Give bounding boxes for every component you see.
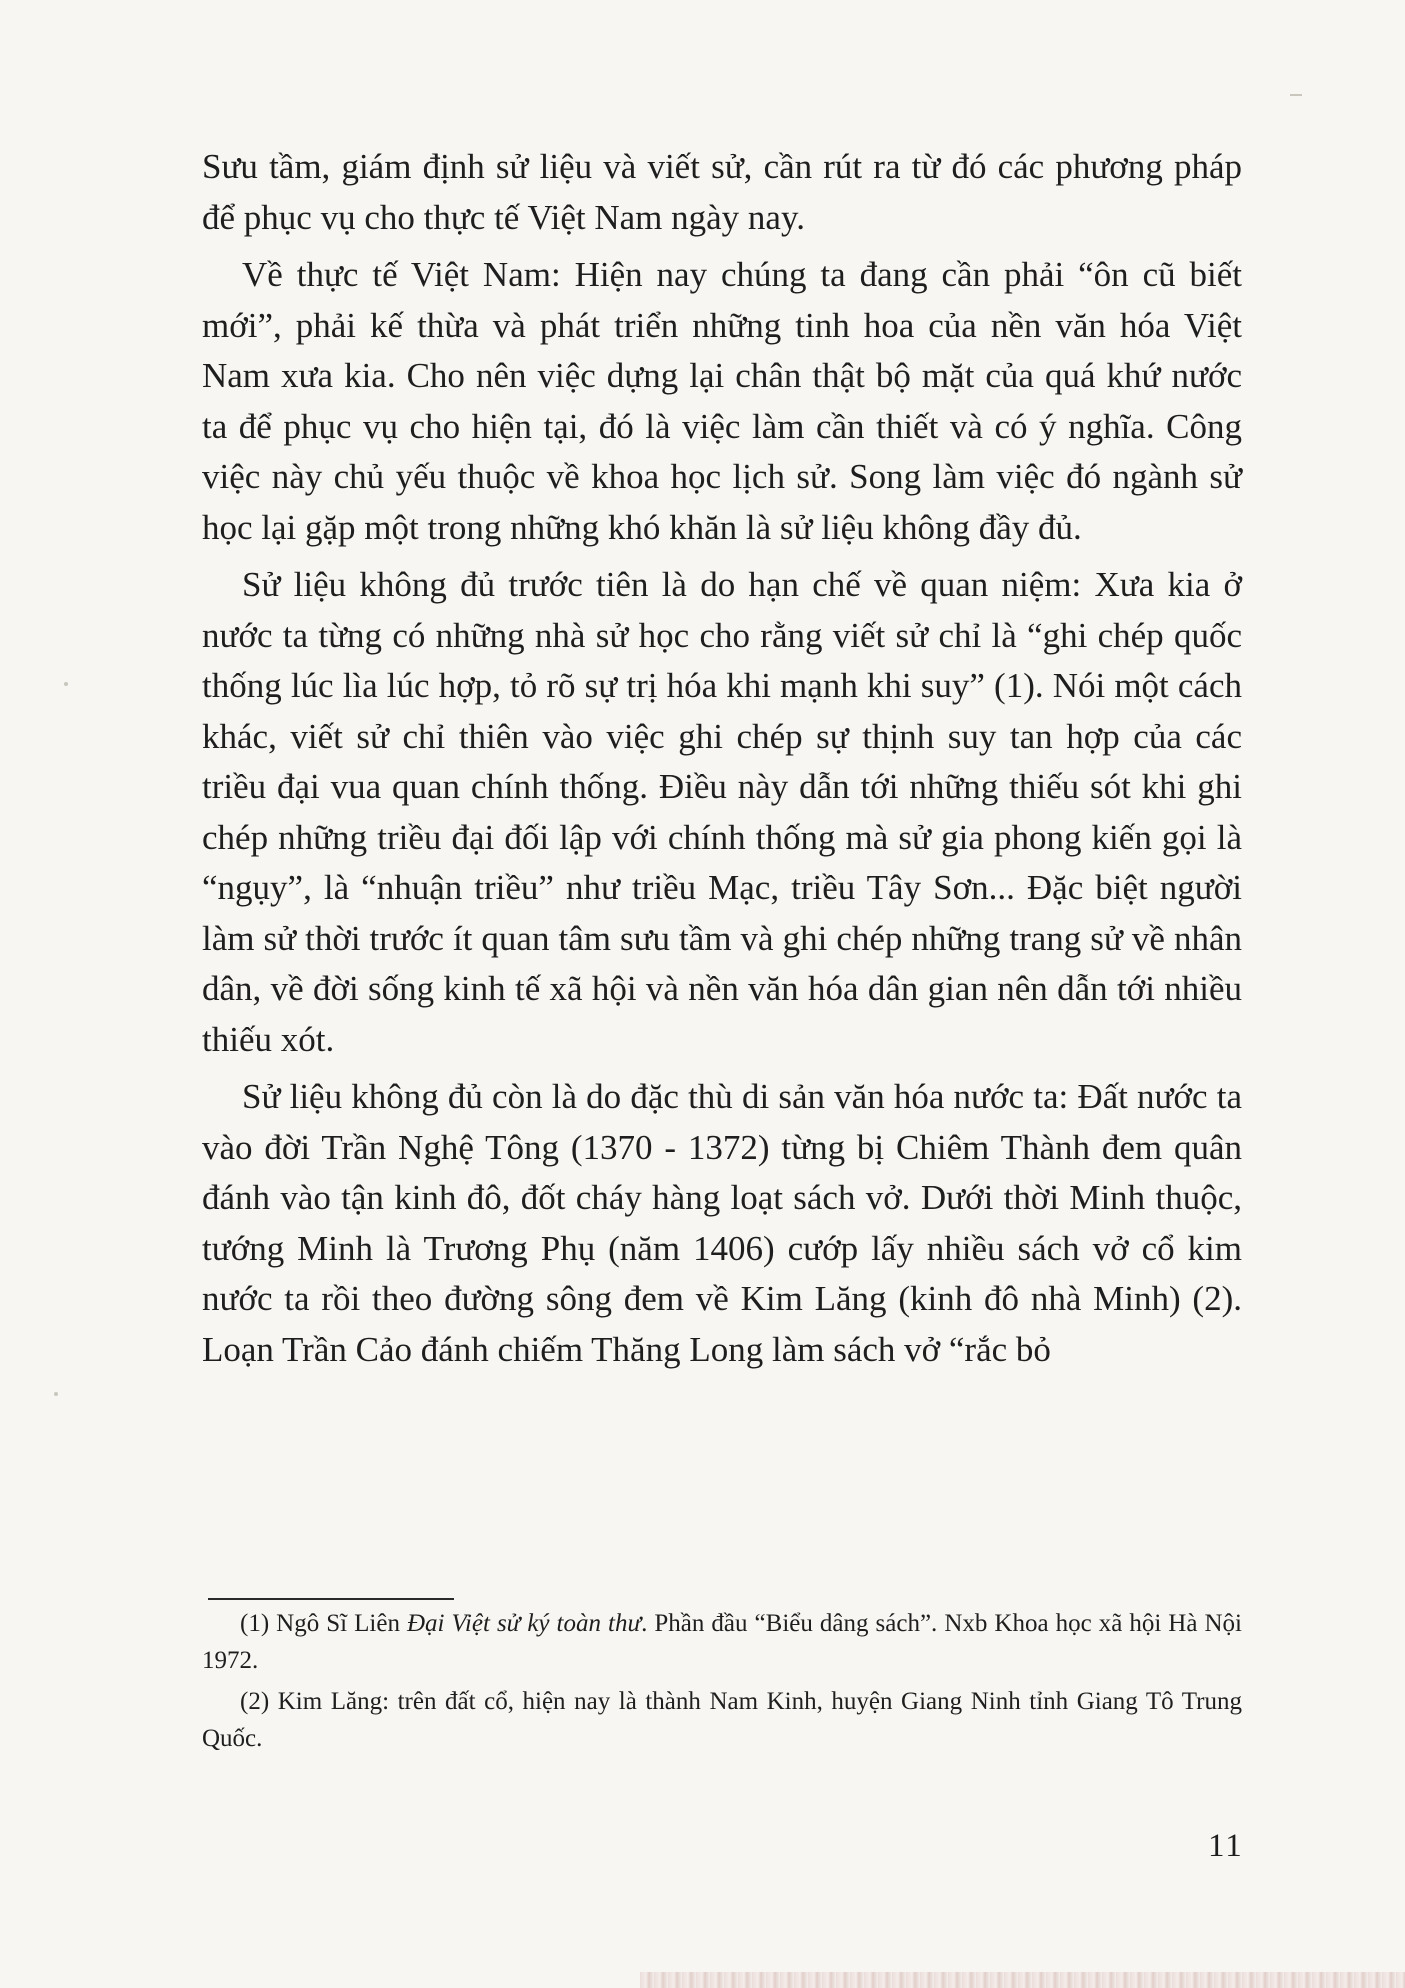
paragraph: Về thực tế Việt Nam: Hiện nay chúng ta đang cần phải “ôn cũ biết mới”, phải kế thừa và phát triển những tinh hoa của nền văn hóa Việt Nam xưa kia. Cho nên việc dựng lại chân thật bộ mặt của quá khứ nước ta để phục vụ cho hiện tại, đó là việc làm cần thiết và có ý nghĩa. Công việc này chủ yếu thuộc về khoa học lịch sử. Song làm việc đó ngành sử học lại gặp một trong những khó khăn là sử liệu không đầy đủ. [202, 255, 1242, 547]
footnote-divider [208, 1598, 454, 1600]
paragraph: Sử liệu không đủ còn là do đặc thù di sản văn hóa nước ta: Đất nước ta vào đời Trần Nghệ Tông (1370 - 1372) từng bị Chiêm Thành đem quân đánh vào tận kinh đô, đốt cháy hàng loạt sách vở. Dưới thời Minh thuộc, tướng Minh là Trương Phụ (năm 1406) cướp lấy nhiều sách vở cổ kim nước ta rồi theo đường sông đem về Kim Lăng (kinh đô nhà Minh) (2). Loạn Trần Cảo đánh chiếm Thăng Long làm sách vở “rắc bỏ [202, 1077, 1242, 1369]
paragraph: Sử liệu không đủ trước tiên là do hạn chế về quan niệm: Xưa kia ở nước ta từng có những nhà sử học cho rằng viết sử chỉ là “ghi chép quốc thống lúc lìa lúc hợp, tỏ rõ sự trị hóa khi mạnh khi suy” (1). Nói một cách khác, viết sử chỉ thiên vào việc ghi chép sự thịnh suy tan hợp của các triều đại vua quan chính thống. Điều này dẫn tới những thiếu sót khi ghi chép những triều đại đối lập với chính thống mà sử gia phong kiến gọi là “ngụy”, là “nhuận triều” như triều Mạc, triều Tây Sơn... Đặc biệt người làm sử thời trước ít quan tâm sưu tầm và ghi chép những trang sử về nhân dân, về đời sống kinh tế xã hội và nền văn hóa dân gian nên dẫn tới nhiều thiếu xót. [202, 565, 1242, 1059]
footnotes [202, 1605, 1242, 1761]
footnote-2-text: (2) Kim Lăng: trên đất cổ, hiện nay là thành Nam Kinh, huyện Giang Ninh tỉnh Giang Tô Trung Quốc. [202, 1688, 1242, 1752]
scan-edge-artifact [640, 1972, 1405, 1988]
footnote-1-prefix: (1) Ngô Sĩ Liên [240, 1610, 407, 1637]
footnote-2 [202, 1683, 1242, 1757]
scan-speck [64, 682, 68, 686]
scan-speck [1290, 94, 1302, 96]
page-number: 11 [1208, 1828, 1244, 1864]
footnote-1-book-title: Đại Việt sử ký toàn thư [406, 1610, 642, 1637]
body-text [202, 142, 1242, 1382]
footnote-1-suffix: . Phần đầu “Biểu dâng sách”. Nxb Khoa học xã hội Hà Nội 1972. [202, 1610, 1242, 1674]
footnote-1 [202, 1605, 1242, 1679]
paragraph: Sưu tầm, giám định sử liệu và viết sử, cần rút ra từ đó các phương pháp để phục vụ cho thực tế Việt Nam ngày nay. [202, 147, 1242, 237]
scan-speck [54, 1392, 58, 1396]
